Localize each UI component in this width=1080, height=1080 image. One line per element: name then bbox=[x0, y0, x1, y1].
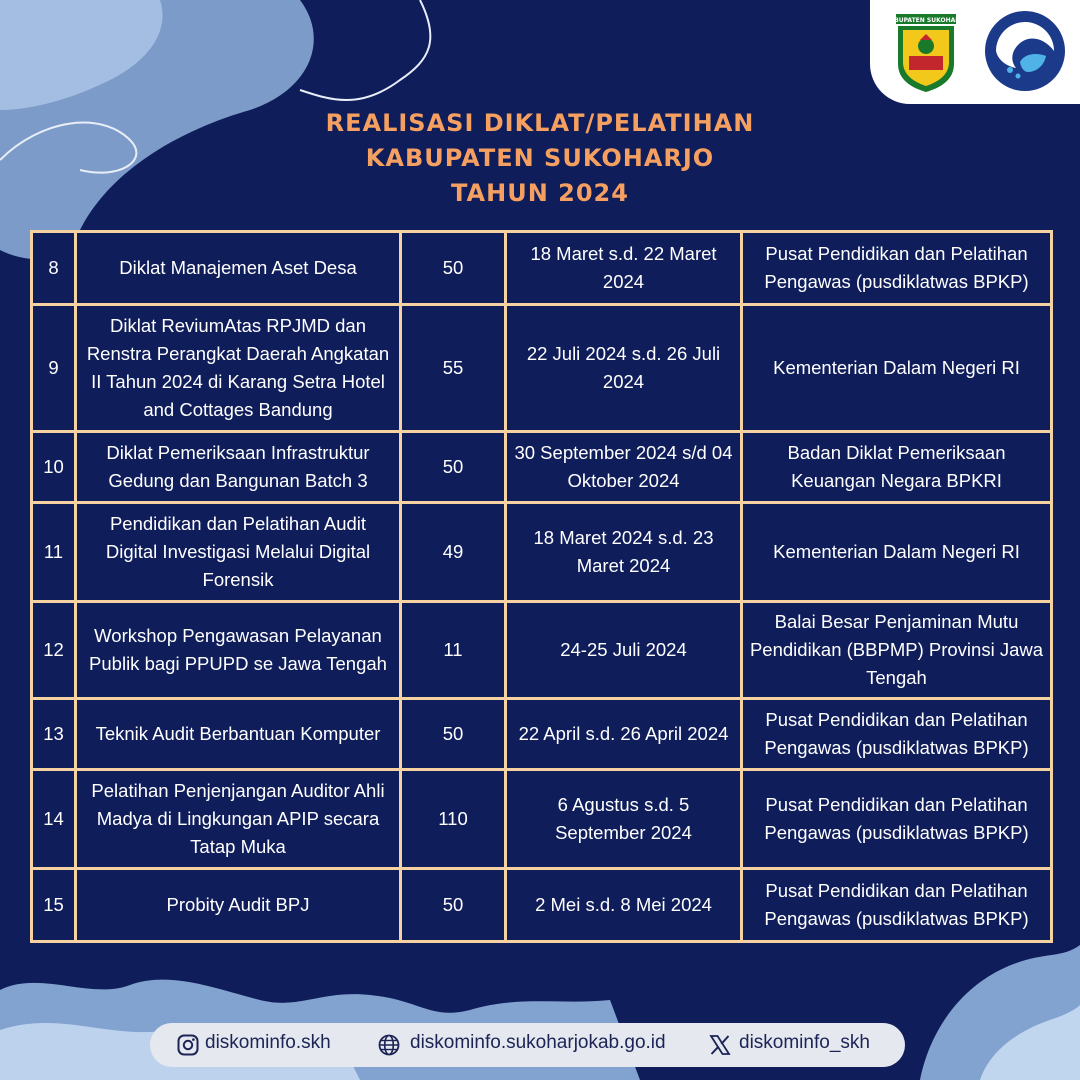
x-link[interactable]: diskominfo_skh bbox=[739, 1032, 870, 1053]
table-row bbox=[33, 233, 1050, 303]
cell-name: Diklat Pemeriksaan Infrastruktur Gedung dan Bangunan Batch 3 bbox=[77, 433, 399, 501]
table-row bbox=[33, 433, 1050, 501]
cell-name: Pelatihan Penjenjangan Auditor Ahli Madya di Lingkungan APIP secara Tatap Muka bbox=[77, 771, 399, 867]
title-line-2: KABUPATEN SUKOHARJO bbox=[365, 144, 715, 172]
cell-organizer: Kementerian Dalam Negeri RI bbox=[743, 504, 1050, 600]
cell-participants: 55 bbox=[402, 306, 504, 430]
website-link[interactable]: diskominfo.sukoharjokab.go.id bbox=[410, 1032, 666, 1053]
cell-no: 11 bbox=[33, 504, 74, 600]
cell-organizer: Pusat Pendidikan dan Pelatihan Pengawas (pusdiklatwas BPKP) bbox=[743, 700, 1050, 768]
kominfo-logo bbox=[984, 10, 1066, 92]
title-line-3: TAHUN 2024 bbox=[451, 179, 629, 207]
cell-participants: 50 bbox=[402, 870, 504, 940]
cell-participants: 50 bbox=[402, 700, 504, 768]
cell-participants: 11 bbox=[402, 603, 504, 697]
kabupaten-sukoharjo-emblem bbox=[884, 12, 968, 94]
cell-organizer: Kementerian Dalam Negeri RI bbox=[743, 306, 1050, 430]
cell-name: Workshop Pengawasan Pelayanan Publik bagi PPUPD se Jawa Tengah bbox=[77, 603, 399, 697]
title-line-1: REALISASI DIKLAT/PELATIHAN bbox=[325, 109, 755, 137]
page-title bbox=[0, 106, 1080, 211]
cell-participants: 50 bbox=[402, 433, 504, 501]
instagram-icon[interactable] bbox=[176, 1033, 200, 1057]
cell-date: 6 Agustus s.d. 5 September 2024 bbox=[507, 771, 740, 867]
cell-name: Probity Audit BPJ bbox=[77, 870, 399, 940]
table-row bbox=[33, 700, 1050, 768]
training-table bbox=[30, 230, 1053, 943]
cell-no: 12 bbox=[33, 603, 74, 697]
table-row bbox=[33, 870, 1050, 940]
cell-organizer: Badan Diklat Pemeriksaan Keuangan Negara BPKRI bbox=[743, 433, 1050, 501]
cell-date: 22 Juli 2024 s.d. 26 Juli 2024 bbox=[507, 306, 740, 430]
cell-participants: 50 bbox=[402, 233, 504, 303]
cell-organizer: Pusat Pendidikan dan Pelatihan Pengawas (pusdiklatwas BPKP) bbox=[743, 870, 1050, 940]
table-row bbox=[33, 504, 1050, 600]
emblem-label: KABUPATEN SUKOHARJO bbox=[884, 17, 968, 24]
cell-organizer: Pusat Pendidikan dan Pelatihan Pengawas (pusdiklatwas BPKP) bbox=[743, 771, 1050, 867]
cell-no: 15 bbox=[33, 870, 74, 940]
table-row bbox=[33, 306, 1050, 430]
x-icon[interactable] bbox=[708, 1033, 732, 1057]
cell-no: 14 bbox=[33, 771, 74, 867]
source-note: Sumber : Open Data Sukoharjo bbox=[650, 1004, 868, 1019]
cell-name: Teknik Audit Berbantuan Komputer bbox=[77, 700, 399, 768]
cell-date: 22 April s.d. 26 April 2024 bbox=[507, 700, 740, 768]
cell-date: 24-25 Juli 2024 bbox=[507, 603, 740, 697]
cell-organizer: Balai Besar Penjaminan Mutu Pendidikan (BBPMP) Provinsi Jawa Tengah bbox=[743, 603, 1050, 697]
cell-name: Diklat Manajemen Aset Desa bbox=[77, 233, 399, 303]
cell-name: Diklat ReviumAtas RPJMD dan Renstra Perangkat Daerah Angkatan II Tahun 2024 di Karang Setra Hotel and Cottages Bandung bbox=[77, 306, 399, 430]
table-row bbox=[33, 603, 1050, 697]
cell-participants: 49 bbox=[402, 504, 504, 600]
instagram-link[interactable]: diskominfo.skh bbox=[205, 1032, 331, 1053]
cell-date: 18 Maret s.d. 22 Maret 2024 bbox=[507, 233, 740, 303]
cell-date: 2 Mei s.d. 8 Mei 2024 bbox=[507, 870, 740, 940]
cell-no: 9 bbox=[33, 306, 74, 430]
table-row bbox=[33, 771, 1050, 867]
cell-participants: 110 bbox=[402, 771, 504, 867]
cell-no: 10 bbox=[33, 433, 74, 501]
cell-name: Pendidikan dan Pelatihan Audit Digital Investigasi Melalui Digital Forensik bbox=[77, 504, 399, 600]
cell-no: 8 bbox=[33, 233, 74, 303]
cell-date: 30 September 2024 s/d 04 Oktober 2024 bbox=[507, 433, 740, 501]
cell-organizer: Pusat Pendidikan dan Pelatihan Pengawas (pusdiklatwas BPKP) bbox=[743, 233, 1050, 303]
logo-panel bbox=[870, 0, 1080, 104]
globe-icon[interactable] bbox=[377, 1033, 401, 1057]
cell-no: 13 bbox=[33, 700, 74, 768]
cell-date: 18 Maret 2024 s.d. 23 Maret 2024 bbox=[507, 504, 740, 600]
